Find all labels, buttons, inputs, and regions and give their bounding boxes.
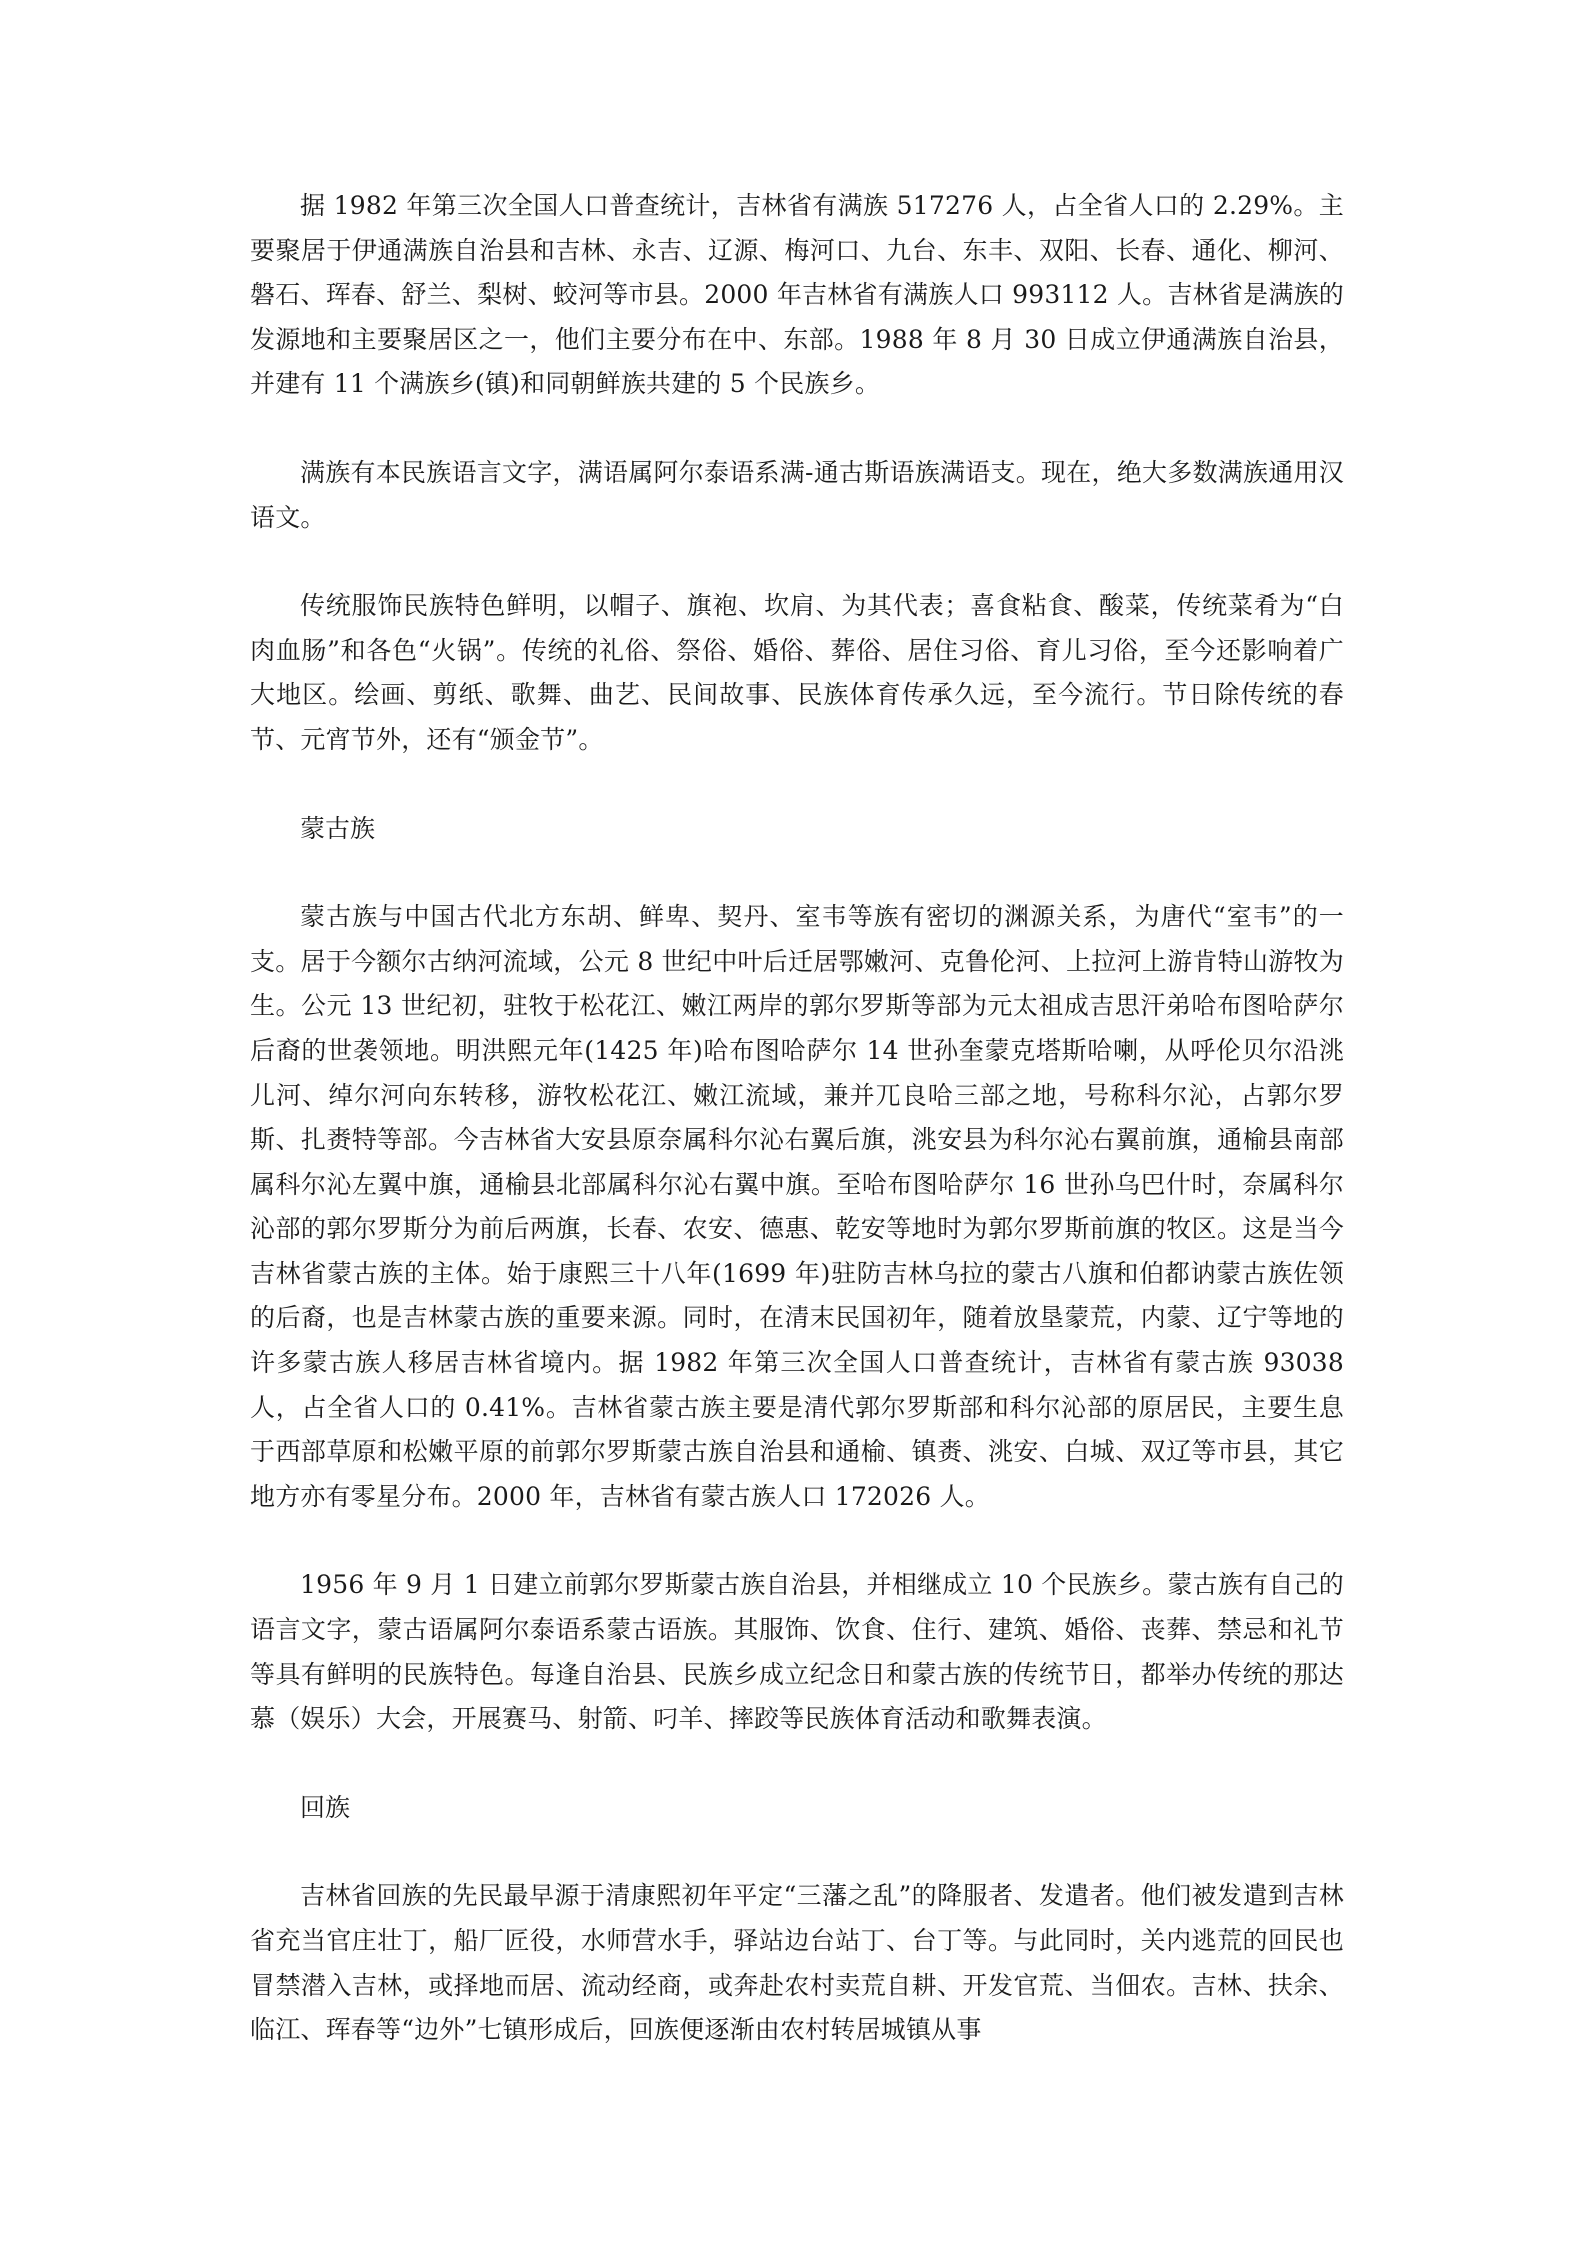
paragraph-manchu-population: 据 1982 年第三次全国人口普查统计，吉林省有满族 517276 人，占全省人口的 2.29%。主要聚居于伊通满族自治县和吉林、永吉、辽源、梅河口、九台、东丰、双阳、长春、通化、柳河、磐石、珲春、舒兰、梨树、蛟河等市县。2000 年吉林省有满族人口 993112 人。吉林省是满族的发源地和主要聚居区之一，他们主要分布在中、东部。1988 年 8 月 30 日成立伊通满族自治县，并建有 11 个满族乡(镇)和同朝鲜族共建的 5 个民族乡。 (250, 191, 1344, 399)
paragraph-gap (250, 851, 1344, 895)
section-heading-mongol: 蒙古族 (300, 813, 376, 843)
paragraph-mongol-customs: 1956 年 9 月 1 日建立前郭尔罗斯蒙古族自治县，并相继成立 10 个民族乡。蒙古族有自己的语言文字，蒙古语属阿尔泰语系蒙古语族。其服饰、饮食、住行、建筑、婚俗、丧葬、禁忌和礼节等具有鲜明的民族特色。每逢自治县、民族乡成立纪念日和蒙古族的传统节日，都举办传统的那达慕（娱乐）大会，开展赛马、射箭、叼羊、摔跤等民族体育活动和歌舞表演。 (250, 1570, 1344, 1734)
section-heading-hui: 回族 (300, 1792, 351, 1822)
paragraph-hui-history: 吉林省回族的先民最早源于清康熙初年平定“三藩之乱”的降服者、发遣者。他们被发遣到吉林省充当官庄壮丁，船厂匠役，水师营水手，驿站边台站丁、台丁等。与此同时，关内逃荒的回民也冒禁潜入吉林，或择地而居、流动经商，或奔赴农村卖荒自耕、开发官荒、当佃农。吉林、扶余、临江、珲春等“边外”七镇形成后，回族便逐渐由农村转居城镇从事 (250, 1881, 1344, 2045)
paragraph-manchu-language: 满族有本民族语言文字，满语属阿尔泰语系满-通古斯语族满语支。现在，绝大多数满族通用汉语文。 (250, 457, 1344, 532)
paragraph-manchu-customs: 传统服饰民族特色鲜明，以帽子、旗袍、坎肩、为其代表；喜食粘食、酸菜，传统菜肴为“白肉血肠”和各色“火锅”。传统的礼俗、祭俗、婚俗、葬俗、居住习俗、育儿习俗，至今还影响着广大地区。绘画、剪纸、歌舞、曲艺、民间故事、民族体育传承久远，至今流行。节日除传统的春节、元宵节外，还有“颁金节”。 (250, 591, 1344, 754)
paragraph-mongol-history: 蒙古族与中国古代北方东胡、鲜卑、契丹、室韦等族有密切的渊源关系，为唐代“室韦”的一支。居于今额尔古纳河流域，公元 8 世纪中叶后迁居鄂嫩河、克鲁伦河、上拉河上游肯特山游牧为生。公元 13 世纪初，驻牧于松花江、嫩江两岸的郭尔罗斯等部为元太祖成吉思汗弟哈布图哈萨尔后裔的世袭领地。明洪熙元年(1425 年)哈布图哈萨尔 14 世孙奎蒙克塔斯哈喇，从呼伦贝尔沿洮儿河、绰尔河向东转移，游牧松花江、嫩江流域，兼并兀良哈三部之地，号称科尔沁，占郭尔罗斯、扎赉特等部。今吉林省大安县原奈属科尔沁右翼后旗，洮安县为科尔沁右翼前旗，通榆县南部属科尔沁左翼中旗，通榆县北部属科尔沁右翼中旗。至哈布图哈萨尔 16 世孙乌巴什时，奈属科尔沁部的郭尔罗斯分为前后两旗，长春、农安、德惠、乾安等地时为郭尔罗斯前旗的牧区。这是当今吉林省蒙古族的主体。始于康熙三十八年(1699 年)驻防吉林乌拉的蒙古八旗和伯都讷蒙古族佐领的后裔，也是吉林蒙古族的重要来源。同时，在清末民国初年，随着放垦蒙荒，内蒙、辽宁等地的许多蒙古族人移居吉林省境内。据 1982 年第三次全国人口普查统计，吉林省有蒙古族 93038 人，占全省人口的 0.41%。吉林省蒙古族主要是清代郭尔罗斯部和科尔沁部的原居民，主要生息于西部草原和松嫩平原的前郭尔罗斯蒙古族自治县和通榆、镇赉、洮安、白城、双辽等市县，其它地方亦有零星分布。2000 年，吉林省有蒙古族人口 172026 人。 (250, 902, 1344, 1511)
paragraph-gap (250, 763, 1344, 807)
paragraph-gap (250, 1742, 1344, 1786)
document-page (250, 184, 1344, 2053)
paragraph-gap (250, 1830, 1344, 1874)
paragraph-gap (250, 540, 1344, 584)
paragraph-gap (250, 407, 1344, 451)
paragraph-gap (250, 1519, 1344, 1563)
